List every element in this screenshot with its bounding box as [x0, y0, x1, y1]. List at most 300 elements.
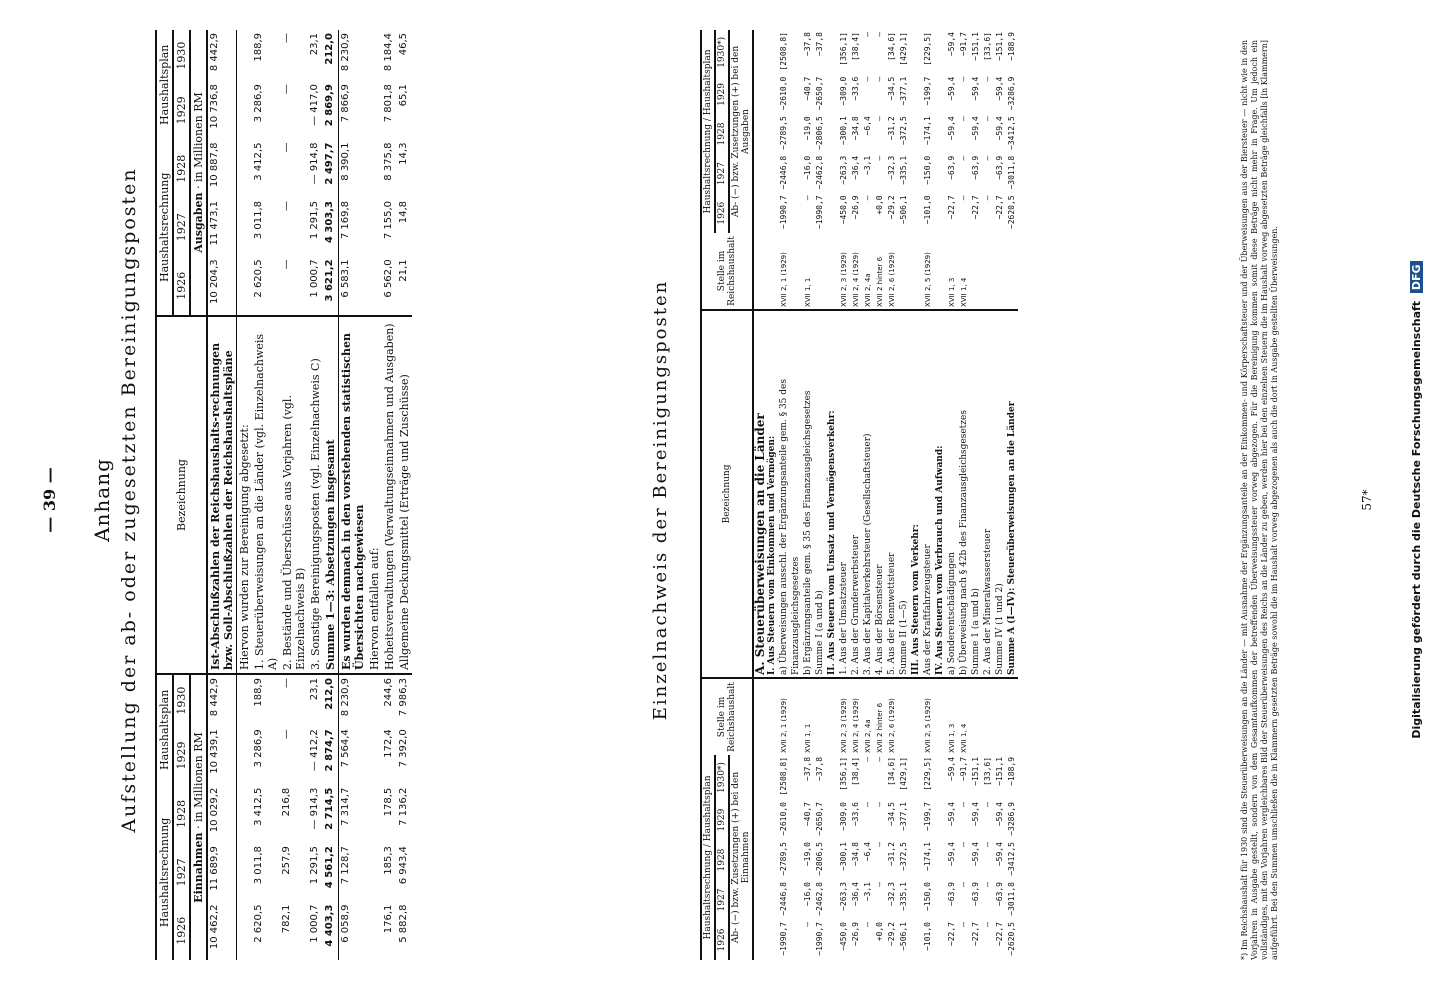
- detail-right-value: −372,5: [899, 116, 908, 146]
- detail-left-value: −34,5: [887, 802, 896, 827]
- detail-left-value: —: [863, 922, 872, 927]
- detail-stelle-left: XVII 2, 3 (1929): [840, 698, 848, 753]
- summary-left-value: 212,0: [323, 674, 339, 726]
- detail-left-year: 1929: [715, 800, 729, 840]
- detail-right-value: −59,4: [971, 116, 980, 141]
- detail-left-value: −19,0: [803, 842, 812, 867]
- summary-left-value: [237, 843, 253, 901]
- summary-left-value: 1 000,7: [309, 904, 320, 943]
- detail-label: IV. Aus Steuern vom Verbrauch und Aufwand:: [934, 310, 946, 678]
- summary-left-value: 6 058,9: [340, 904, 351, 943]
- summary-right-value: 21,1: [398, 259, 409, 282]
- detail-right-value: −16,0: [803, 155, 812, 180]
- summary-right-value: —: [281, 200, 292, 211]
- summary-right-value: 8 375,8: [383, 142, 394, 181]
- detail-right-value: [934, 30, 946, 75]
- detail-right-value: —: [983, 195, 992, 201]
- summary-row: [252, 30, 280, 960]
- left-year: 1927: [173, 843, 190, 901]
- detail-stelle-left: [934, 678, 946, 755]
- detail-stelle-left: XVII 2, 5 (1929): [924, 698, 932, 753]
- section-a-heading: A. Steuerüberweisungen an die Länder: [753, 310, 766, 678]
- summary-right-value: [237, 30, 253, 81]
- detail-label: 5. Aus der Rennwettsteuer: [886, 310, 898, 678]
- detail-stelle-left: XVII 1, 4: [960, 723, 968, 753]
- detail-right-value: [826, 114, 838, 154]
- einzelnachweis-title: Einzelnachweis der Bereinigungsposten: [650, 279, 671, 721]
- detail-right-value: —: [803, 195, 812, 201]
- detail-left-value: −3011,8: [1007, 882, 1016, 916]
- detail-left-value: [356,1]: [839, 756, 848, 791]
- detail-left-year: 1927: [715, 880, 729, 920]
- detail-right-value: −263,3: [839, 155, 848, 185]
- detail-left-value: −31,2: [887, 842, 896, 867]
- detail-stelle-right: [982, 233, 994, 310]
- detail-right-value: −36,4: [851, 155, 860, 180]
- page-mark: 57*: [1360, 489, 1374, 511]
- detail-stelle-right: XVII 2, 4 (1929): [852, 252, 860, 307]
- detail-left-value: −3,1: [863, 882, 872, 902]
- detail-left-value: —: [983, 882, 992, 887]
- summary-left-value: 10 462,2: [207, 902, 237, 960]
- detail-stelle-left: [994, 678, 1006, 755]
- detail-right-value: [766, 30, 778, 75]
- summary-right-value: [237, 198, 253, 256]
- detail-row: [934, 30, 946, 960]
- summary-left-value: [237, 726, 253, 784]
- detail-col-bez: Bezeichnung: [701, 310, 753, 678]
- detail-right-value: −3412,5: [1007, 116, 1016, 150]
- detail-stelle-right: XVII 1, 1: [804, 277, 812, 307]
- detail-left-value: −1990,7: [815, 922, 824, 956]
- detail-right-value: −63,9: [971, 155, 980, 180]
- detail-row: [994, 30, 1006, 960]
- summary-left-value: 7 314,7: [340, 787, 351, 826]
- summary-left-value: 178,5: [383, 787, 394, 817]
- summary-right-value: —: [281, 259, 292, 270]
- summary-label: Es wurden demnach in den vorstehenden statistischen Übersichten nachgewiesen: [339, 316, 368, 674]
- detail-left-value: −150,0: [923, 882, 932, 911]
- left-group-rechnung: Haushaltsrechnung: [156, 785, 173, 960]
- detail-left-year: 1928: [715, 840, 729, 880]
- detail-left-value: −91,7: [959, 756, 968, 782]
- detail-right-value: −1990,7: [779, 195, 788, 230]
- summary-right-value: [367, 198, 382, 256]
- detail-right-value: −3011,8: [1007, 155, 1016, 190]
- summary-label: Ist-Abschlußzahlen der Reichshaushalts-rechnungen bzw. Soll-Abschlußzahlen der Reichshaushaltspläne: [207, 316, 237, 674]
- right-unit-line: in Millionen RM: [192, 92, 205, 183]
- detail-right-year: 1930*): [715, 30, 729, 75]
- detail-left-value: −3286,9: [1007, 802, 1016, 836]
- summary-left-value: — 412,2: [309, 729, 320, 772]
- summary-left-value: —: [281, 729, 292, 740]
- detail-left-value: −188,9: [1007, 756, 1016, 786]
- summary-right-value: 3 412,5: [253, 142, 264, 181]
- left-unit-line: in Millionen RM: [192, 732, 205, 822]
- detail-stelle-left: [982, 678, 994, 755]
- detail-right-value: −2446,8: [779, 155, 788, 190]
- summary-left-value: [367, 785, 382, 843]
- summary-left-value: 3 011,8: [253, 846, 264, 885]
- detail-left-value: −63,9: [971, 882, 980, 907]
- summary-right-value: 14,8: [398, 200, 409, 224]
- summary-right-value: 10 887,8: [207, 140, 237, 198]
- summary-left-value: 7 564,4: [340, 729, 351, 768]
- detail-right-value: −29,2: [887, 195, 896, 220]
- summary-left-value: 8 230,9: [340, 678, 351, 717]
- right-group-rechnung: Haushaltsrechnung: [156, 140, 173, 316]
- detail-right-value: [934, 114, 946, 154]
- detail-left-value: −63,9: [995, 882, 1004, 907]
- detail-left-value: [766, 840, 778, 880]
- detail-stelle-right: [1006, 233, 1018, 310]
- detail-left-value: [38,4]: [851, 756, 860, 786]
- detail-stelle-left: [1006, 678, 1018, 755]
- detail-right-value: [826, 30, 838, 75]
- detail-right-value: —: [959, 195, 968, 201]
- summary-right-value: — 914,8: [309, 142, 320, 185]
- detail-stelle-right: XVII 2 hinter 6: [876, 256, 884, 307]
- detail-left-value: [826, 880, 838, 920]
- detail-right-value: [34,6]: [887, 32, 896, 61]
- detail-label: 2. Aus der Mineralwassersteuer: [982, 310, 994, 678]
- detail-left-value: −26,9: [851, 922, 860, 947]
- detail-row: [922, 30, 934, 960]
- detail-right-value: [826, 193, 838, 233]
- summary-left-value: 216,8: [281, 787, 292, 817]
- detail-left-plan: Haushaltsplan: [703, 775, 713, 842]
- detail-label: I. Aus Steuern vom Einkommen und Vermögen:: [766, 310, 778, 678]
- detail-right-value: −174,1: [923, 116, 932, 146]
- detail-row: [982, 30, 994, 960]
- detail-right-value: —: [959, 116, 968, 122]
- detail-right-value: −22,7: [995, 195, 1004, 220]
- summary-left-value: 10 439,1: [207, 726, 237, 784]
- summary-left-value: [237, 674, 253, 726]
- detail-left-value: —: [875, 802, 884, 807]
- summary-right-value: 14,3: [398, 142, 409, 165]
- detail-right-value: −2650,7: [815, 76, 824, 111]
- footnote: *) Im Reichshaushalt für 1930 sind die Steuerüberweisungen an die Länder — mit Ausnahme der Ergänzungsanteile an der Einkommen- und Körperschaftsteuer und der Überweisungen aus der Biersteuer — nicht wie in den Vorjahren in Ausgabe gestellt, sondern von dem Gesamtaufkommen der betreffenden Überweisungssteuer vorweg abgezogen. Für die Bereinigung kommen somit diese Beträge nicht mehr in Frage. Um jedoch ein vollständiges, mit den Vorjahren vergleichbares Bild der Steuerüberweisungen des Reichs an die Länder zu geben, werden hier bei den einzelnen Steuern die im Haushalt vorweg abgesetzten Beträge gleichfalls [in Klammern] aufgeführt. Bei den Summen umschließen die in Klammern gesetzten Beträge sowohl die im Haushalt vorweg abgezogenen als auch die dort in Ausgabe gestellten Überweisungen.: [1240, 40, 1279, 960]
- detail-right-value: +0,0: [875, 195, 884, 215]
- mid-header: Bezeichnung: [156, 316, 207, 674]
- detail-right-value: —: [875, 76, 884, 82]
- detail-label: Summe I (a und b): [814, 310, 826, 678]
- summary-left-value: 23,1: [309, 678, 320, 701]
- detail-row: [850, 30, 862, 960]
- detail-right-value: −22,7: [971, 195, 980, 220]
- summary-left-value: [237, 902, 253, 960]
- detail-right-value: −34,8: [851, 116, 860, 141]
- detail-right-value: −2806,5: [815, 116, 824, 150]
- detail-left-value: −63,9: [947, 882, 956, 907]
- detail-row: [778, 30, 802, 960]
- detail-right-year: 1929: [715, 75, 729, 115]
- detail-left-value: −22,7: [995, 922, 1004, 947]
- detail-stelle-left: [970, 678, 982, 755]
- detail-left-value: —: [959, 922, 968, 927]
- detail-left-value: −1990,7: [779, 922, 788, 956]
- detail-right-value: —: [959, 76, 968, 82]
- summary-label: 1. Steuerüberweisungen an die Länder (vgl. Einzelnachweis A): [252, 316, 280, 674]
- right-unit: Ausgaben: [192, 192, 205, 253]
- detail-right-value: [2508,8]: [779, 32, 788, 71]
- detail-stelle-left: [814, 678, 826, 755]
- right-year: 1926: [173, 256, 190, 316]
- detail-left-value: −2806,5: [815, 842, 824, 876]
- detail-stelle-left: [826, 678, 838, 755]
- digitization-note: [1410, 0, 1423, 1000]
- detail-right-value: —: [863, 32, 872, 37]
- detail-right-value: [910, 193, 922, 233]
- summary-left-value: 7 986,3: [398, 678, 409, 717]
- summary-right-value: —: [281, 84, 292, 95]
- detail-right-value: −199,7: [923, 76, 932, 106]
- detail-stelle-right: [934, 233, 946, 310]
- right-year: 1930: [173, 30, 190, 81]
- right-year: 1928: [173, 140, 190, 198]
- detail-right-year: 1928: [715, 114, 729, 154]
- detail-row: [814, 30, 826, 960]
- detail-right-value: −506,1: [899, 195, 908, 225]
- summary-right-value: 3 011,8: [253, 200, 264, 240]
- summary-right-value: 3 286,9: [253, 84, 264, 123]
- summary-left-value: 172,4: [383, 729, 394, 758]
- summary-right-value: [367, 256, 382, 316]
- summary-right-value: 10 204,3: [207, 256, 237, 316]
- summary-right-value: 2 620,5: [253, 259, 264, 298]
- detail-left-value: [910, 880, 922, 920]
- summary-row: [382, 30, 397, 960]
- detail-right-value: —: [875, 116, 884, 122]
- detail-row: [1006, 30, 1018, 960]
- page-subtitle: Aufstellung der ab- oder zugesetzten Bereinigungsposten: [118, 167, 140, 833]
- summary-left-value: [367, 726, 382, 784]
- detail-stelle-right: XVII 2, 1 (1929): [780, 252, 788, 307]
- detail-right-value: [766, 75, 778, 115]
- detail-left-value: −2446,8: [779, 882, 788, 916]
- summary-left-value: 6 943,4: [398, 846, 409, 885]
- detail-left-value: −22,7: [971, 922, 980, 947]
- summary-left-value: 7 392,0: [398, 729, 409, 768]
- detail-left-value: −59,4: [947, 756, 956, 782]
- page-title: Anhang: [90, 458, 114, 542]
- detail-left-value: —: [959, 842, 968, 847]
- detail-right-value: −34,5: [887, 76, 896, 101]
- summary-row: [237, 30, 253, 960]
- summary-right-value: —: [281, 142, 292, 153]
- summary-right-value: 212,0: [323, 30, 339, 81]
- detail-left-value: −174,1: [923, 842, 932, 871]
- summary-right-value: [367, 81, 382, 139]
- detail-right-value: −2462,8: [815, 155, 824, 190]
- detail-left-value: −151,1: [971, 756, 980, 786]
- detail-left-value: −59,4: [995, 842, 1004, 867]
- detail-stelle-right: [898, 233, 910, 310]
- detail-row: [802, 30, 814, 960]
- detail-stelle-left: [898, 678, 910, 755]
- detail-left-value: [934, 755, 946, 800]
- detail-stelle-right: [970, 233, 982, 310]
- detail-stelle-right: [994, 233, 1006, 310]
- detail-right-value: −1990,7: [815, 195, 824, 230]
- summary-left-value: 1 291,5: [309, 846, 320, 885]
- detail-right-value: −40,7: [803, 76, 812, 101]
- detail-stelle-right: XVII 2, 5 (1929): [924, 252, 932, 307]
- summary-right-value: 3 621,2: [323, 256, 339, 316]
- detail-left-value: [826, 920, 838, 960]
- detail-stelle-left: XVII 2, 4 (1929): [852, 698, 860, 753]
- detail-right-note: Ab- (−) bzw. Zusetzungen (+) bei den Ausgaben: [729, 30, 753, 233]
- detail-right-value: −188,9: [1007, 32, 1016, 61]
- detail-label: 1. Aus der Umsatzsteuer: [838, 310, 850, 678]
- detail-left-value: [826, 840, 838, 880]
- summary-right-value: 6 583,1: [340, 259, 351, 298]
- detail-left-value: —: [983, 842, 992, 847]
- detail-left-value: —: [875, 756, 884, 762]
- detail-right-rechnung: Haushaltsrechnung: [703, 123, 713, 214]
- summary-left-value: 2 714,5: [323, 785, 339, 843]
- detail-left-note: Ab- (−) bzw. Zusetzungen (+) bei den Einnahmen: [729, 755, 753, 960]
- left-unit: Einnahmen: [192, 832, 205, 903]
- left-year: 1930: [173, 674, 190, 726]
- detail-right-value: −19,0: [803, 116, 812, 141]
- detail-stelle-left: XVII 2 hinter 6: [876, 702, 884, 753]
- detail-stelle-right: XVII 1, 3: [948, 277, 956, 307]
- detail-row: [958, 30, 970, 960]
- summary-right-value: [237, 81, 253, 139]
- summary-right-value: 11 473,1: [207, 198, 237, 256]
- detail-left-value: −151,1: [995, 756, 1004, 786]
- detail-left-value: −2610,0: [779, 802, 788, 836]
- detail-right-value: −31,2: [887, 116, 896, 141]
- summary-label: Allgemeine Deckungsmittel (Erträge und Zuschüsse): [397, 316, 412, 674]
- detail-left-value: −2650,7: [815, 802, 824, 836]
- summary-right-value: 23,1: [309, 33, 320, 56]
- detail-row: [946, 30, 958, 960]
- detail-left-value: −506,1: [899, 922, 908, 951]
- summary-left-value: 2 620,5: [253, 904, 264, 943]
- detail-row: [970, 30, 982, 960]
- summary-label: Hiervon wurden zur Bereinigung abgesetzt:: [237, 316, 253, 674]
- detail-right-value: −309,0: [839, 76, 848, 106]
- summary-left-value: 7 136,2: [398, 787, 409, 826]
- detail-stelle-left: XVII 1, 1: [804, 723, 812, 753]
- detail-right-value: −37,8: [803, 32, 812, 57]
- summary-left-value: 3 286,9: [253, 729, 264, 768]
- detail-right-value: −3286,9: [1007, 76, 1016, 111]
- summary-right-value: 2 497,7: [323, 140, 339, 198]
- detail-right-value: [766, 193, 778, 233]
- summary-right-value: 8 184,4: [383, 33, 394, 72]
- summary-left-value: 244,6: [383, 678, 394, 707]
- left-group-plan: Haushaltsplan: [156, 674, 173, 785]
- detail-left-year: 1930*): [715, 755, 729, 800]
- detail-row: [862, 30, 874, 960]
- detail-right-value: [934, 193, 946, 233]
- summary-right-value: [237, 256, 253, 316]
- summary-row: [367, 30, 382, 960]
- detail-stelle-right: [814, 233, 826, 310]
- summary-label: 3. Sonstige Bereinigungsposten (vgl. Einzelnachweis C): [308, 316, 323, 674]
- detail-label: III. Aus Steuern vom Verkehr:: [910, 310, 922, 678]
- detail-left-value: [934, 920, 946, 960]
- detail-left-value: —: [983, 802, 992, 807]
- detail-right-value: −2789,5: [779, 116, 788, 150]
- right-group-plan: Haushaltsplan: [156, 30, 173, 140]
- digitization-note-text: Digitalisierung gefördert durch die Deutsche Forschungsgemeinschaft: [1410, 300, 1423, 739]
- detail-left-value: −335,1: [899, 882, 908, 911]
- summary-left-value: [237, 785, 253, 843]
- summary-right-value: 65,1: [398, 84, 409, 107]
- summary-row: [397, 30, 412, 960]
- detail-left-rechnung: Haushaltsrechnung: [703, 849, 713, 940]
- detail-row: [886, 30, 898, 960]
- detail-stelle-right: XVII 1, 4: [960, 277, 968, 307]
- detail-left-value: [766, 880, 778, 920]
- summary-row: [339, 30, 368, 960]
- detail-label: 4. Aus der Börsensteuer: [874, 310, 886, 678]
- detail-left-value: [33,6]: [983, 756, 992, 786]
- detail-right-value: [766, 154, 778, 194]
- detail-table: Haushaltsrechnung / Haushaltsplan Stelle im Reichshaushalt Bezeichnung Stelle im Reichshaushalt Haushaltsrechnung / Haushaltsplan 1926 1927 1928 1929 1930*) 1926 1927 1928 1929 1930*) Ab- (−) bzw. Zusetzungen (+) bei den Einnahmen Ab- (−) bzw. Zusetzungen (+) bei den Ausgaben A. Steuerüberweisungen an die Länder I. Aus Steuern vom Einkommen und Vermögen: −1990,7 −2446,8 −2789,5 −2610,0 [2508,8] XVII 2, 1 (1929) a) Überweisungen ausschl. der Ergänzungsanteile gem. § 35 des Finanzausgleichsgesetzes XVII 2, 1 (1929) −1990,7 −2446,8 −2789,5 −2610,0 [2508,8] — −16,0 −19,0 −40,7 −37,8 XVII 1, 1 b) Ergänzungsanteile gem. § 35 des Finanzausgleichsgesetzes XVII 1, 1 — −16,0 −19,0 −40,7 −37,8 −1990,7 −2462,8 −2806,5 −2650,7 −37,8 Summe I (a und b) −1990,7 −2462,8 −2806,5 −2650,7 −37,8 II. Aus Steuern vom Umsatz und Vermögensverkehr: −450,0 −263,3 −300,1 −309,0 [356,1] XVII 2, 3 (1929) 1. Aus der Umsatzsteuer XVII 2, 3 (1929) −450,0 −263,3 −300,1 −309,0 [356,1] −26,9 −36,4 −34,8 −33,6 [38,4] XVII 2, 4 (1929) 2. Aus der Grunderwerbsteuer XVII 2, 4 (1929) −26,9 −36,4 −34,8 −33,6 [38,4] — −3,1 −6,4 — — XVII 2, 4a 3. Aus der Kapitalverkehrsteuer (Gesellschaftsteuer) XVII 2, 4a — −3,1 −6,4 — — +0,0 — — — — XVII 2 hinter 6 4. Aus der Börsensteuer XVII 2 hinter 6 +0,0 — — — — −29,2 −32,3 −31,2 −34,5 [34,6] XVII 2, 6 (1929) 5. Aus der Rennwettsteuer XVII 2, 6 (1929) −29,2 −32,3 −31,2 −34,5 [34,6] −506,1 −335,1 −372,5 −377,1 [429,1] Summe II (1—5) −506,1 −335,1 −372,5 −377,1 [429,1] III. Aus Steuern vom Verkehr: −101,0 −150,0 −174,1 −199,7 [229,5] XVII 2, 5 (1929) Aus der Kraftfahrzeugsteuer XVII 2, 5 (1929) −101,0 −150,0 −174,1 −199,7 [229,5] IV. Aus Steuern vom Verbrauch und Aufwand: −22,7 −63,9 −59,4 −59,4 −59,4 XVII 1, 3 a) Sonderentschädigungen XVII 1, 3 −22,7 −63,9 −59,4 −59,4 −59,4 — — — — −91,7 XVII 1, 4 b) Überweisung nach § 42b des Finanzausgleichsgesetzes XVII 1, 4 — — — — −91,7 −22,7 −63,9 −59,4 −59,4 −151,1 Summe 1 (a und b) −22,7 −63,9 −59,4 −59,4 −151,1 — — — — [33,6] 2. Aus der Mineralwassersteuer — — — — [33,6] −22,7 −63,9 −59,4 −59,4 −151,1 Summe IV (1 und 2) −22,7 −63,9 −59,4 −59,4 −151,1 −2620,5 −3011,8 −3412,5 −3286,9 −188,9 Summe A (I—IV): Steuerüberweisungen an die Länder −2620,5 −3011,8 −3412,5 −3286,9 −188,9: [700, 30, 1018, 960]
- detail-label: b) Ergänzungsanteile gem. § 35 des Finanzausgleichsgesetzes: [802, 310, 814, 678]
- detail-stelle-left: [910, 678, 922, 755]
- detail-left-value: [910, 755, 922, 800]
- summary-right-value: 6 562,0: [383, 259, 394, 298]
- detail-right-value: −59,4: [995, 76, 1004, 101]
- detail-left-value: [766, 920, 778, 960]
- detail-right-value: −450,0: [839, 195, 848, 225]
- detail-stelle-left: XVII 2, 1 (1929): [780, 698, 788, 753]
- summary-right-value: [237, 140, 253, 198]
- detail-right-value: —: [875, 32, 884, 37]
- summary-right-value: [367, 30, 382, 81]
- detail-right-value: —: [983, 76, 992, 82]
- detail-left-value: −22,7: [947, 922, 956, 947]
- summary-left-value: 257,9: [281, 846, 292, 875]
- summary-left-value: 185,3: [383, 846, 394, 875]
- summary-left-value: 782,1: [281, 904, 292, 934]
- detail-left-value: −2789,5: [779, 842, 788, 876]
- summary-row: [308, 30, 323, 960]
- detail-label: Summe IV (1 und 2): [994, 310, 1006, 678]
- detail-right-value: [33,6]: [983, 32, 992, 61]
- summary-left-value: 8 442,9: [207, 674, 237, 726]
- detail-left-value: —: [875, 882, 884, 887]
- detail-right-value: [429,1]: [899, 32, 908, 66]
- summary-right-value: —: [281, 33, 292, 43]
- detail-right-value: [910, 75, 922, 115]
- summary-right-value: 7 866,9: [340, 84, 351, 123]
- summary-right-value: 10 736,8: [207, 81, 237, 139]
- detail-right-value: −2610,0: [779, 76, 788, 111]
- detail-right-value: −63,9: [995, 155, 1004, 180]
- summary-right-value: 8 442,9: [207, 30, 237, 81]
- detail-left-value: −32,3: [887, 882, 896, 907]
- left-year: 1926: [173, 902, 190, 960]
- summary-left-value: 3 412,5: [253, 787, 264, 826]
- detail-left-value: [826, 755, 838, 800]
- detail-stelle-right: [910, 233, 922, 310]
- summary-label: Hoheitsverwaltungen (Verwaltungseinnahmen und Ausgaben): [382, 316, 397, 674]
- detail-right-value: −37,8: [815, 32, 824, 57]
- detail-stelle-left: XVII 2, 6 (1929): [888, 698, 896, 753]
- detail-row: [826, 30, 838, 960]
- detail-left-value: [934, 880, 946, 920]
- detail-stelle-right: [766, 233, 778, 310]
- summary-left-value: [367, 843, 382, 901]
